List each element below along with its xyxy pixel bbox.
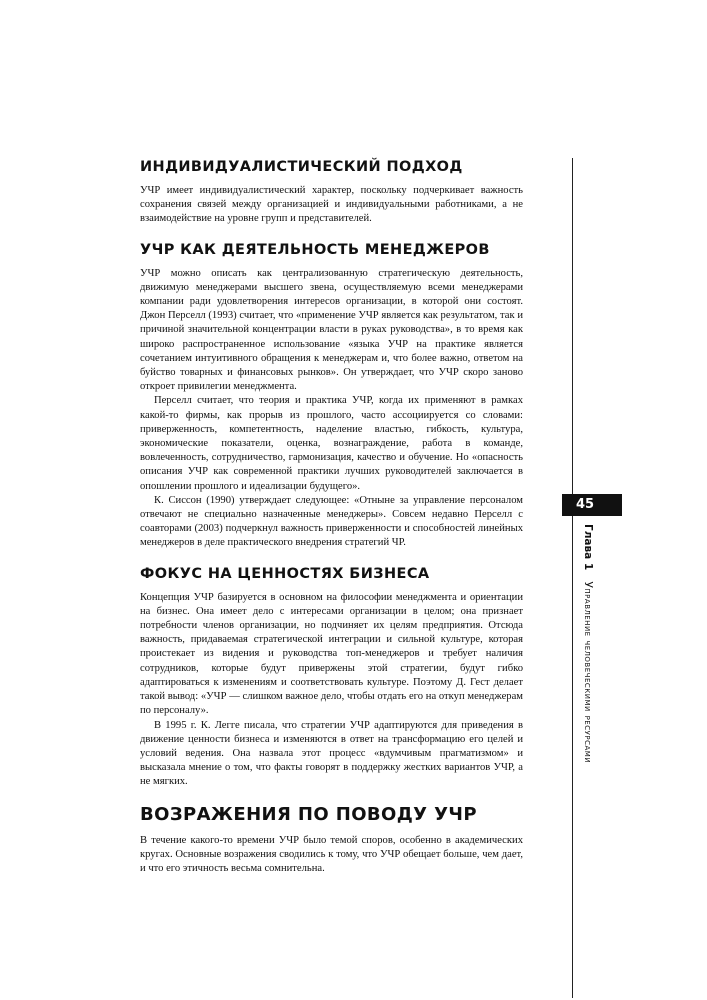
running-header [582,524,594,763]
section-managers-activity [140,241,523,551]
section-heading: ФОКУС НА ЦЕННОСТЯХ БИЗНЕСА [140,565,430,582]
running-title: Управление человеческими ресурсами [582,581,594,764]
page-number: 45 [576,497,595,512]
paragraph: УЧР имеет индивидуалистический характер, поскольку подчеркивает важность сохранения связей между организацией и индивидуальными работниками, а не взаимодействие на уровне групп и представителей. [140,185,523,225]
paragraph: В течение какого-то времени УЧР было темой споров, особенно в академических кругах. Основные возражения сводились к тому, что УЧР обещает больше, чем дает, и что его этичность весьма сомнительна. [140,834,523,874]
paragraph: Концепция УЧР базируется в основном на философии менеджмента и ориентации на бизнес. Она имеет дело с интересами организации в целом; она признает потребности членов организации, но подчиняет их целям предприятия. Отсюда важность, придаваемая стратегической интеграции и сильной культуре, которая проистекает из видения и руководства топ-менеджеров и требует наличия сотрудников, которые будут привержены этой стратегии, будут гибко адаптироваться к изменениям и соответствовать культуре. Поэтому Д. Гест делает такой вывод: «УЧР — слишком важное дело, чтобы отдать его на откуп менеджерам по персоналу». [140,591,523,717]
section-heading: ВОЗРАЖЕНИЯ ПО ПОВОДУ УЧР [140,803,477,825]
section-heading: ИНДИВИДУАЛИСТИЧЕСКИЙ ПОДХОД [140,159,463,175]
section-business-values [140,565,523,790]
chapter-label: Глава 1 [582,524,594,571]
margin-rule [572,158,573,998]
page-body [140,158,523,890]
paragraph: УЧР можно описать как централизованную стратегическую деятельность, движимую менеджерами высшего звена, осуществляемую всеми менеджерами компании ради удовлетворения интересов организации, в которой они состоят. Джон Перселл (1993) считает, что «применение УЧР является как результатом, так и причиной значительной концентрации власти в руках руководства», в то время как широко распространенное использование «языка УЧР на практике является сочетанием интуитивного обращения к менеджерам и, что более важно, ответом на буйство товарных и финансовых рынков». Он утверждает, что УЧР скоро заново откроет привилегии менеджмента. [140,267,523,393]
page-number-tab [562,494,622,516]
paragraph: К. Сиссон (1990) утверждает следующее: «Отныне за управление персоналом отвечают не специально назначенные менеджеры». Совсем недавно Перселл с соавторами (2003) подчеркнул важность приверженности и способностей линейных менеджеров в деле практического внедрения стратегий ЧР. [140,494,523,549]
section-objections [140,804,523,877]
paragraph: Перселл считает, что теория и практика УЧР, когда их применяют в рамках какой-то фирмы, как прорыв из прошлого, часто ассоциируется со словами: приверженность, компетентность, наделение властью, гибкость, культура, экономические показатели, оценка, вознаграждение, работа в команде, вовлеченность, сотрудничество, гармонизация, качество и обучение. Но «опасность описания УЧР как современной практики лучших руководителей заключается в опошлении прошлого и идеализации будущего». [140,395,523,492]
section-individualistic [140,158,523,227]
section-heading: УЧР КАК ДЕЯТЕЛЬНОСТЬ МЕНЕДЖЕРОВ [140,241,490,258]
paragraph: В 1995 г. К. Легге писала, что стратегии УЧР адаптируются для приведения в движение ценности бизнеса и изменяются в ответ на трансформацию его целей и условий ведения. Она назвала этот процесс «вдумчивым прагматизмом» и высказала мнение о том, что факты говорят в поддержку жестких вариантов УЧР, а не мягких. [140,719,523,788]
